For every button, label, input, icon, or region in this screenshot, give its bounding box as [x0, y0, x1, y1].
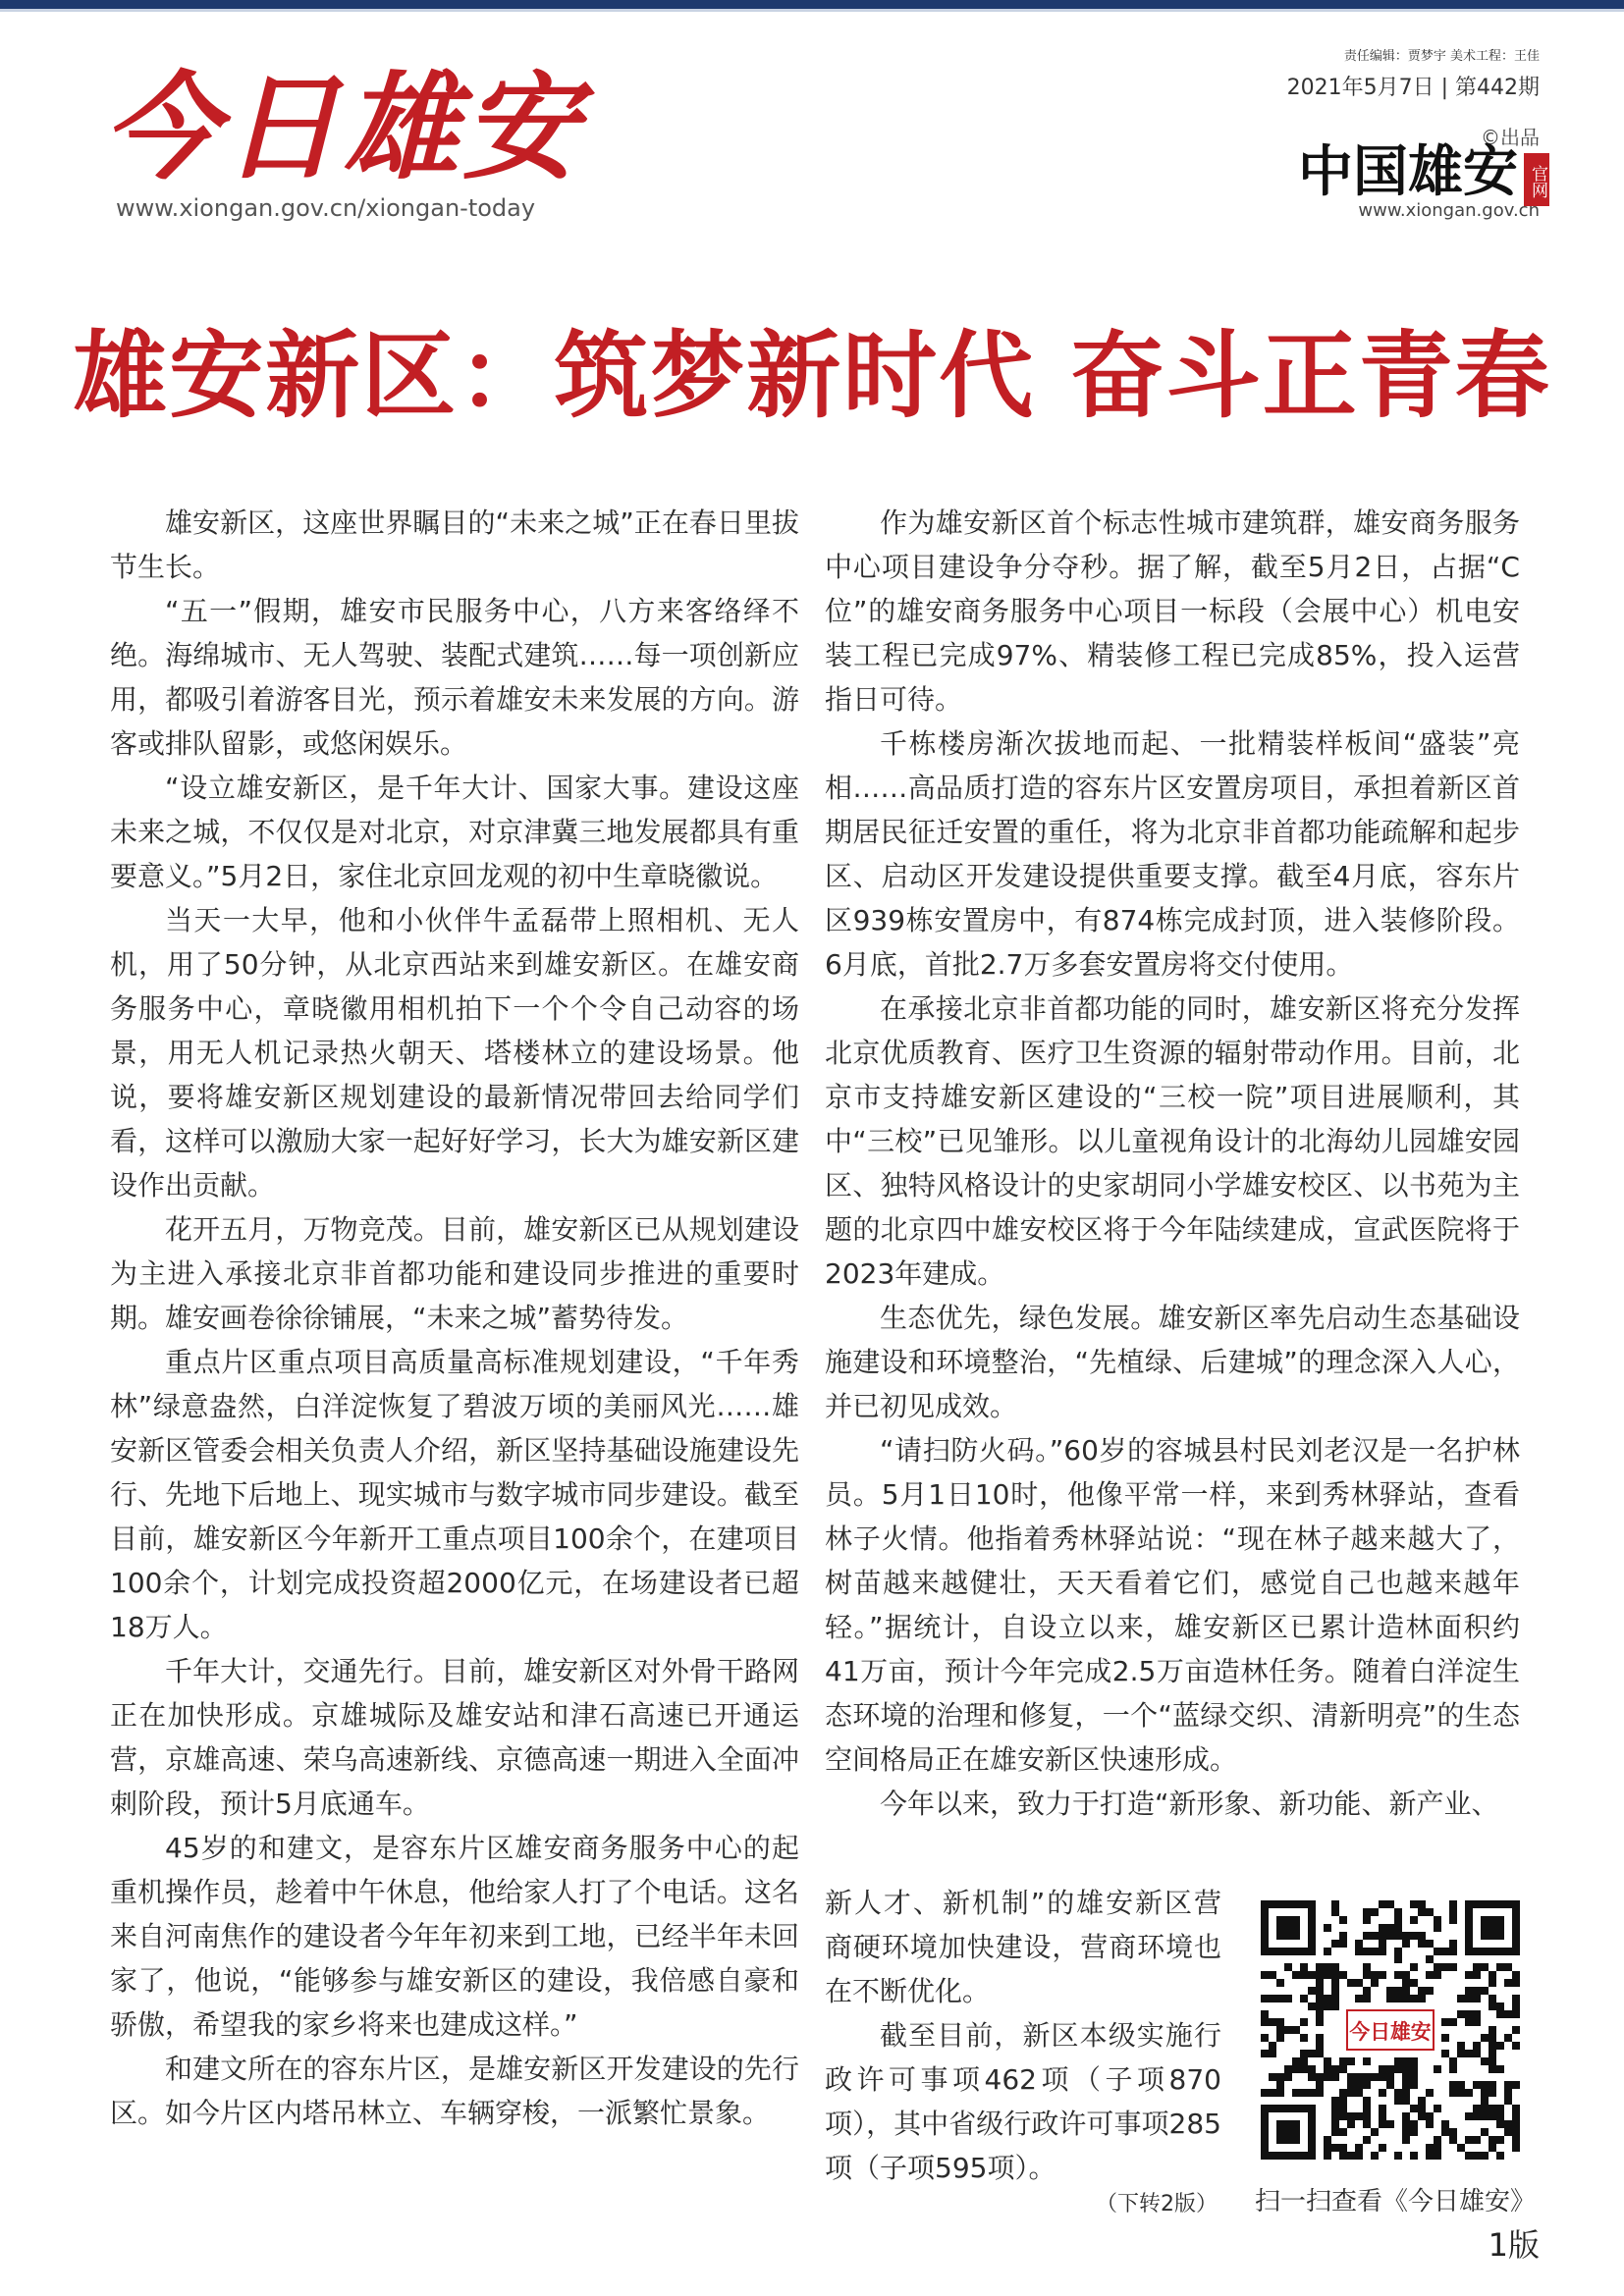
- article-right-column: [825, 501, 1520, 1826]
- masthead-url: www.xiongan.gov.cn/xiongan-today: [116, 194, 536, 222]
- qr-caption: 扫一扫查看《今日雄安》: [1255, 2187, 1537, 2216]
- brand-logo: 中国雄安: [1298, 139, 1518, 204]
- paragraph: 今年以来，致力于打造“新形象、新功能、新产业、: [880, 1788, 1499, 1820]
- publisher-credit: ©出品: [1481, 126, 1540, 149]
- continued-notice: （下转2版）: [1096, 2192, 1218, 2216]
- paragraph: 作为雄安新区首个标志性城市建筑群，雄安商务服务中心项目建设争分夺秒。据了解，截至5月2日，占据“C位”的雄安商务服务中心项目一标段（会展中心）机电安装工程已完成97%、精装修工程已完成85%，投入运营指日可待。: [825, 507, 1520, 716]
- issue-date: 2021年5月7日 | 第442期: [1286, 76, 1540, 100]
- top-bar-stripe: [0, 9, 1624, 12]
- paragraph: 当天一大早，他和小伙伴牛孟磊带上照相机、无人机，用了50分钟，从北京西站来到雄安新区。在雄安商务服务中心，章晓徽用相机拍下一个个令自己动容的场景，用无人机记录热火朝天、塔楼林立的建设场景。他说，要将雄安新区规划建设的最新情况带回去给同学们看，这样可以激励大家一起好好学习，长大为雄安新区建设作出贡献。: [110, 904, 799, 1201]
- paragraph: “设立雄安新区，是千年大计、国家大事。建设这座未来之城，不仅仅是对北京，对京津冀三地发展都具有重要意义。”5月2日，家住北京回龙观的初中生章晓徽说。: [110, 772, 799, 892]
- article-narrow-column: [825, 1881, 1221, 2190]
- paragraph: 和建文所在的容东片区，是雄安新区开发建设的先行区。如今片区内塔吊林立、车辆穿梭，一派繁忙景象。: [110, 2053, 799, 2129]
- editors-credit: 责任编辑：贾梦宇 美术工程：王佳: [1343, 49, 1540, 64]
- paragraph: 新人才、新机制”的雄安新区营商硬环境加快建设，营商环境也在不断优化。: [825, 1887, 1221, 2007]
- paragraph: 重点片区重点项目高质量高标准规划建设，“千年秀林”绿意盎然，白洋淀恢复了碧波万顷的美丽风光……雄安新区管委会相关负责人介绍，新区坚持基础设施建设先行、先地下后地上、现实城市与数字城市同步建设。截至目前，雄安新区今年新开工重点项目100余个，在建项目100余个，计划完成投资超2000亿元，在场建设者已超18万人。: [110, 1346, 799, 1643]
- paragraph: 花开五月，万物竞茂。目前，雄安新区已从规划建设为主进入承接北京非首都功能和建设同步推进的重要时期。雄安画卷徐徐铺展，“未来之城”蓄势待发。: [110, 1213, 799, 1334]
- paragraph: “五一”假期，雄安市民服务中心，八方来客络绎不绝。海绵城市、无人驾驶、装配式建筑……每一项创新应用，都吸引着游客目光，预示着雄安未来发展的方向。游客或排队留影，或悠闲娱乐。: [110, 595, 799, 760]
- masthead-title: 今日雄安: [103, 59, 583, 195]
- paragraph: 截至目前，新区本级实施行政许可事项462项（子项870项），其中省级行政许可事项285项（子项595项）。: [825, 2019, 1221, 2184]
- paragraph: 45岁的和建文，是容东片区雄安商务服务中心的起重机操作员，趁着中午休息，他给家人打了个电话。这名来自河南焦作的建设者今年年初来到工地，已经半年未回家了，他说，“能够参与雄安新区的建设，我倍感自豪和骄傲，希望我的家乡将来也建成这样。”: [110, 1832, 799, 2041]
- top-bar: [0, 0, 1624, 9]
- brand-url: www.xiongan.gov.cn: [1358, 200, 1540, 221]
- paragraph: “请扫防火码。”60岁的容城县村民刘老汉是一名护林员。5月1日10时，他像平常一样，来到秀林驿站，查看林子火情。他指着秀林驿站说：“现在林子越来越大了，树苗越来越健壮，天天看着它们，感觉自己也越来越年轻。”据统计，自设立以来，雄安新区已累计造林面积约41万亩，预计今年完成2.5万亩造林任务。随着白洋淀生态环境的治理和修复，一个“蓝绿交织、清新明亮”的生态空间格局正在雄安新区快速形成。: [825, 1434, 1520, 1776]
- paragraph: 千栋楼房渐次拔地而起、一批精装样板间“盛装”亮相……高品质打造的容东片区安置房项目，承担着新区首期居民征迁安置的重任，将为北京非首都功能疏解和起步区、启动区开发建设提供重要支撑。截至4月底，容东片区939栋安置房中，有874栋完成封顶，进入装修阶段。6月底，首批2.7万多套安置房将交付使用。: [825, 727, 1520, 981]
- page-number: 1版: [1488, 2226, 1540, 2264]
- article-left-column: [110, 501, 799, 2135]
- paragraph: 雄安新区，这座世界瞩目的“未来之城”正在春日里拔节生长。: [110, 507, 799, 583]
- paragraph: 生态优先，绿色发展。雄安新区率先启动生态基础设施建设和环境整治，“先植绿、后建城”的理念深入人心，并已初见成效。: [825, 1302, 1520, 1422]
- qr-logo-label: 今日雄安: [1349, 2018, 1432, 2044]
- paragraph: 在承接北京非首都功能的同时，雄安新区将充分发挥北京优质教育、医疗卫生资源的辐射带动作用。目前，北京市支持雄安新区建设的“三校一院”项目进展顺利，其中“三校”已见雏形。以儿童视角设计的北海幼儿园雄安园区、独特风格设计的史家胡同小学雄安校区、以书苑为主题的北京四中雄安校区将于今年陆续建成，宣武医院将于2023年建成。: [825, 992, 1520, 1290]
- brand-seal: 官网: [1524, 153, 1549, 206]
- headline: 雄安新区：筑梦新时代 奋斗正青春: [73, 320, 1551, 431]
- paragraph: 千年大计，交通先行。目前，雄安新区对外骨干路网正在加快形成。京雄城际及雄安站和津石高速已开通运营，京雄高速、荣乌高速新线、京德高速一期进入全面冲刺阶段，预计5月底通车。: [110, 1655, 799, 1820]
- qr-code[interactable]: [1261, 1900, 1520, 2160]
